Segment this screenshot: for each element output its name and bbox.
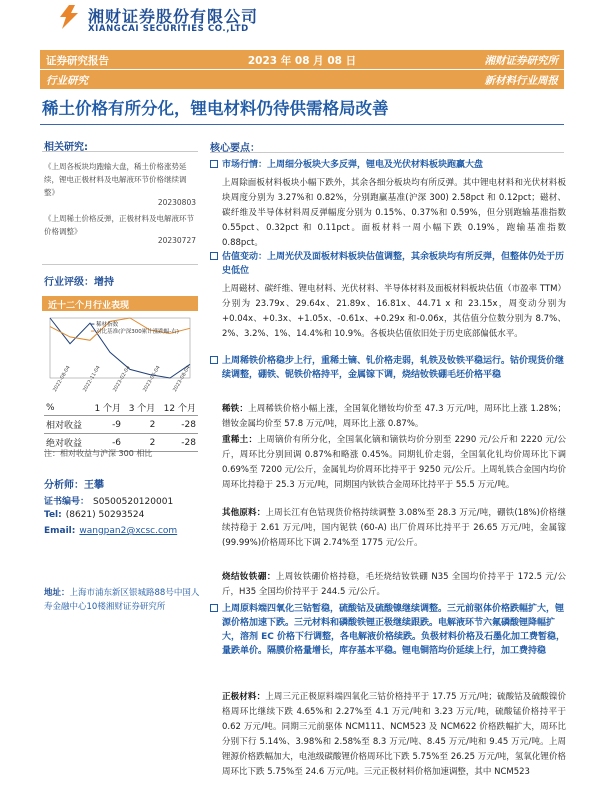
paragraph: 上周磁材、碳纤维、锂电材料、光伏材料、半导体材料及面板材料板块估值（市盈率 TTM）分别为 23.79x、29.64x、21.89x、16.81x、44.71 x 和 23.15x，周变动分别为+0.04x、+0.3x、+1.05x、-0.61x、+0.29x 和-0.06x，其估值分位数分别为 8.7%、2%、3.2%、1%、14.4%和 10.9%。各板块估值依旧处于历史底部偏低水平。 xyxy=(222,284,566,339)
company-name-cn: 湘财证券股份有限公司 xyxy=(88,7,259,26)
table-cell: -9 xyxy=(89,416,123,434)
legend-item: ━ 对比基准(沪深300累计涨跌幅-右) xyxy=(91,329,179,335)
table-cell: -28 xyxy=(157,416,198,434)
highlight-heading: 市场行情：上周细分板块大多反弹，锂电及光伏材料板块跑赢大盘 xyxy=(210,158,566,172)
cert-number: S0500520120001 xyxy=(93,497,174,507)
email-row xyxy=(44,526,177,536)
tel-number: (8621) 50293524 xyxy=(65,510,145,520)
paragraph: 稀铁：上周稀铁价格小幅上涨，全国氧化镨钕均价至 47.3 万元/吨，周环比上涨 1.28%；镨钕金属均价至 57.8 万元/吨，周环比上涨 0.87%。 xyxy=(222,404,566,429)
highlight-heading: 上周原料端四氧化三钴暂稳，硫酸钴及硫酸镍继续调整。三元前驱体价格跌幅扩大，锂源价格加速下跌。三元材料和磷酸铁锂正极继续跟跌。电解液环节六氟磷酸锂降幅扩大，溶剂 EC 价格下行调整，各电解液价格续跌。负极材料价格及石墨化加工费暂稳，量跌单价。隔膜价格量增长，库存基本平稳。锂电铜箔均价延续上行，加工费持稳 xyxy=(210,602,566,658)
legend-item: ━ 稀材指数 xyxy=(91,322,119,328)
email-label: Email: xyxy=(44,526,76,536)
company-logo-icon xyxy=(56,4,82,30)
performance-table xyxy=(44,400,198,452)
paragraph: 上周除面板材料板块小幅下跌外，其余各细分板块均有所反弹。其中锂电材料和光伏材料板块周度分别为 3.27%和 0.82%，分别跑赢基准(沪深 300) 2.58pct 和 0.12pct；磁材、碳纤维及半导体材料周反弹幅度分别为 0.15%、0.37%和 0.59%，但分别跑输基准指数 0.55pct、0.32pct 和 0.11pct。面板材料一周小幅下跌 0.19%，跑输基准指数 0.88pct。 xyxy=(222,178,566,248)
chart-legend xyxy=(91,322,179,336)
industry-rating: 行业评级：增持 xyxy=(44,277,114,288)
sidebar-divider xyxy=(42,151,198,152)
related-research-heading: 相关研究: xyxy=(44,142,88,153)
core-divider xyxy=(210,152,564,153)
square-bullet-icon xyxy=(210,356,218,364)
table-row xyxy=(44,416,198,434)
table-header-row xyxy=(44,400,198,416)
paragraph: 其他原料：上周长江有色钴现货价格持续调整 3.08%至 28.3 万元/吨，硼铁(18%)价格继续持稳于 2.61 万元/吨，国内铌铁 (60-A) 出厂价周环比持平于 26.65 万元/吨，金属镓(99.99%)价格周环比下调 2.74%至 1775 元/公斤。 xyxy=(222,508,566,548)
core-points-heading: 核心要点： xyxy=(210,143,260,154)
x-tick-label: 2022-08-04 xyxy=(52,364,72,393)
table-header: 3 个月 xyxy=(123,400,157,416)
table-cell: 相对收益 xyxy=(44,416,89,434)
report-category: 行业研究 xyxy=(46,75,88,87)
analyst xyxy=(44,476,104,491)
related-report-link[interactable]: 《上周稀土价格反弹，正极材料及电解液环节价格调整》 xyxy=(44,214,194,236)
highlight-heading: 上周稀铁价格稳步上行，重稀土镝、钆价格走弱，轧铁及钕铁平稳运行。钴价现货价继续调整，硼铁、铌铁价格持平，金属镓下调，烧结钕铁硼毛坯价格平稳 xyxy=(210,354,566,382)
table-cell: 2 xyxy=(123,434,157,452)
report-category-band xyxy=(40,70,564,89)
table-cell: -6 xyxy=(89,434,123,452)
cert-label: 证书编号： xyxy=(44,497,90,507)
analyst-label: 分析师： xyxy=(44,480,84,491)
table-cell: 2 xyxy=(123,416,157,434)
tel-label: Tel: xyxy=(44,510,62,520)
paragraph: 正极材料：上周三元正极原料端四氧化三钴价格持平于 17.75 万元/吨；硫酸钴及硫酸镍价格周环比继续下跌 4.65%和 2.27%至 4.1 万元/吨和 3.23 万元/吨，硫酸锰价格持平于 0.62 万元/吨。同期三元前驱体 NCM111、NCM523 及 NCM622 价格跌幅扩大，周环比分别下行 5.14%、3.98%和 2.58%至 8.3 万元/吨、8.45 万元/吨和 9.45 万元/吨。上周锂源价格跌幅加大，电池级碳酸锂价格周环比下跌 5.75%至 26.25 万元/吨，氢氧化锂价格周环比下跌 5.75%至 24.6 万元/吨。三元正极材料价格加速调整，其中 NCM523 xyxy=(222,692,566,777)
tel-row xyxy=(44,510,144,520)
sidebar-divider xyxy=(42,264,198,265)
page-title: 稀土价格有所分化，锂电材料仍待供需格局改善 xyxy=(42,99,389,118)
square-bullet-icon xyxy=(210,160,218,168)
table-header: % xyxy=(44,400,89,416)
x-tick-label: 2023-02-04 xyxy=(112,364,132,393)
square-bullet-icon xyxy=(210,604,218,612)
report-series: 新材料行业周报 xyxy=(484,75,558,87)
square-bullet-icon xyxy=(210,252,218,260)
table-note: 注：相对收益与沪深 300 相比 xyxy=(44,449,153,458)
report-type: 证券研究报告 xyxy=(46,55,109,67)
company-name-en: XIANGCAI SECURITIES CO.,LTD xyxy=(88,24,249,34)
table-header: 1 个月 xyxy=(89,400,123,416)
address xyxy=(44,586,200,614)
analyst-name: 王攀 xyxy=(84,480,104,491)
report-date: 2023 年 08 月 08 日 xyxy=(247,55,357,67)
report-header-band xyxy=(40,50,564,69)
institute-name: 湘财证券研究所 xyxy=(484,55,558,67)
cert-row xyxy=(44,494,173,507)
performance-chart-title: 近十二个月行业表现 xyxy=(42,296,198,311)
related-report-date: 20230803 xyxy=(157,198,196,207)
x-tick-label: 2023-05-04 xyxy=(142,364,162,393)
x-tick-label: 2022-11-04 xyxy=(82,364,102,393)
title-divider xyxy=(40,124,564,125)
related-report-link[interactable]: 《上周各板块均跑输大盘，稀土价格涨势延续，锂电正极材料及电解液环节价格继续调整》 xyxy=(44,162,187,197)
email-link[interactable]: wangpan2@xcsc.com xyxy=(79,526,178,536)
table-cell: -28 xyxy=(157,434,198,452)
address-label: 地址： xyxy=(44,588,70,598)
highlight-heading: 估值变动：上周光伏及面板材料板块估值调整，其余板块均有所反弹，但整体仍处于历史低位 xyxy=(210,250,566,278)
paragraph: 重稀土：上周镝价有所分化，全国氧化镝和镝铁均价分别至 2290 元/公斤和 2220 元/公斤，周环比分别回调 0.87%和略涨 0.45%。同期钆价走弱，全国氧化钆均价周环比下调 0.69%至 7200 元/公斤，金属钆均价周环比持平于 9250 元/公斤。上周轧铁合金国内均价周环比持稳于 25.3 万元/吨，同期国内钬铁合金周环比持平于 55.5 万元/吨。 xyxy=(222,435,566,490)
x-tick-label: 2023-08-04 xyxy=(172,364,192,393)
address-text: 上海市浦东新区银城路88号中国人寿金融中心10楼湘财证券研究所 xyxy=(44,588,200,612)
table-header: 12 个月 xyxy=(157,400,198,416)
related-report-date: 20230727 xyxy=(157,236,196,245)
paragraph: 烧结钕铁硼：上周钕铁硼价格持稳，毛坯烧结钕铁硼 N35 全国均价持平于 172.5 元/公斤，H35 全国均价持平于 244.5 元/公斤。 xyxy=(222,572,566,597)
table-cell: 绝对收益 xyxy=(44,434,89,452)
